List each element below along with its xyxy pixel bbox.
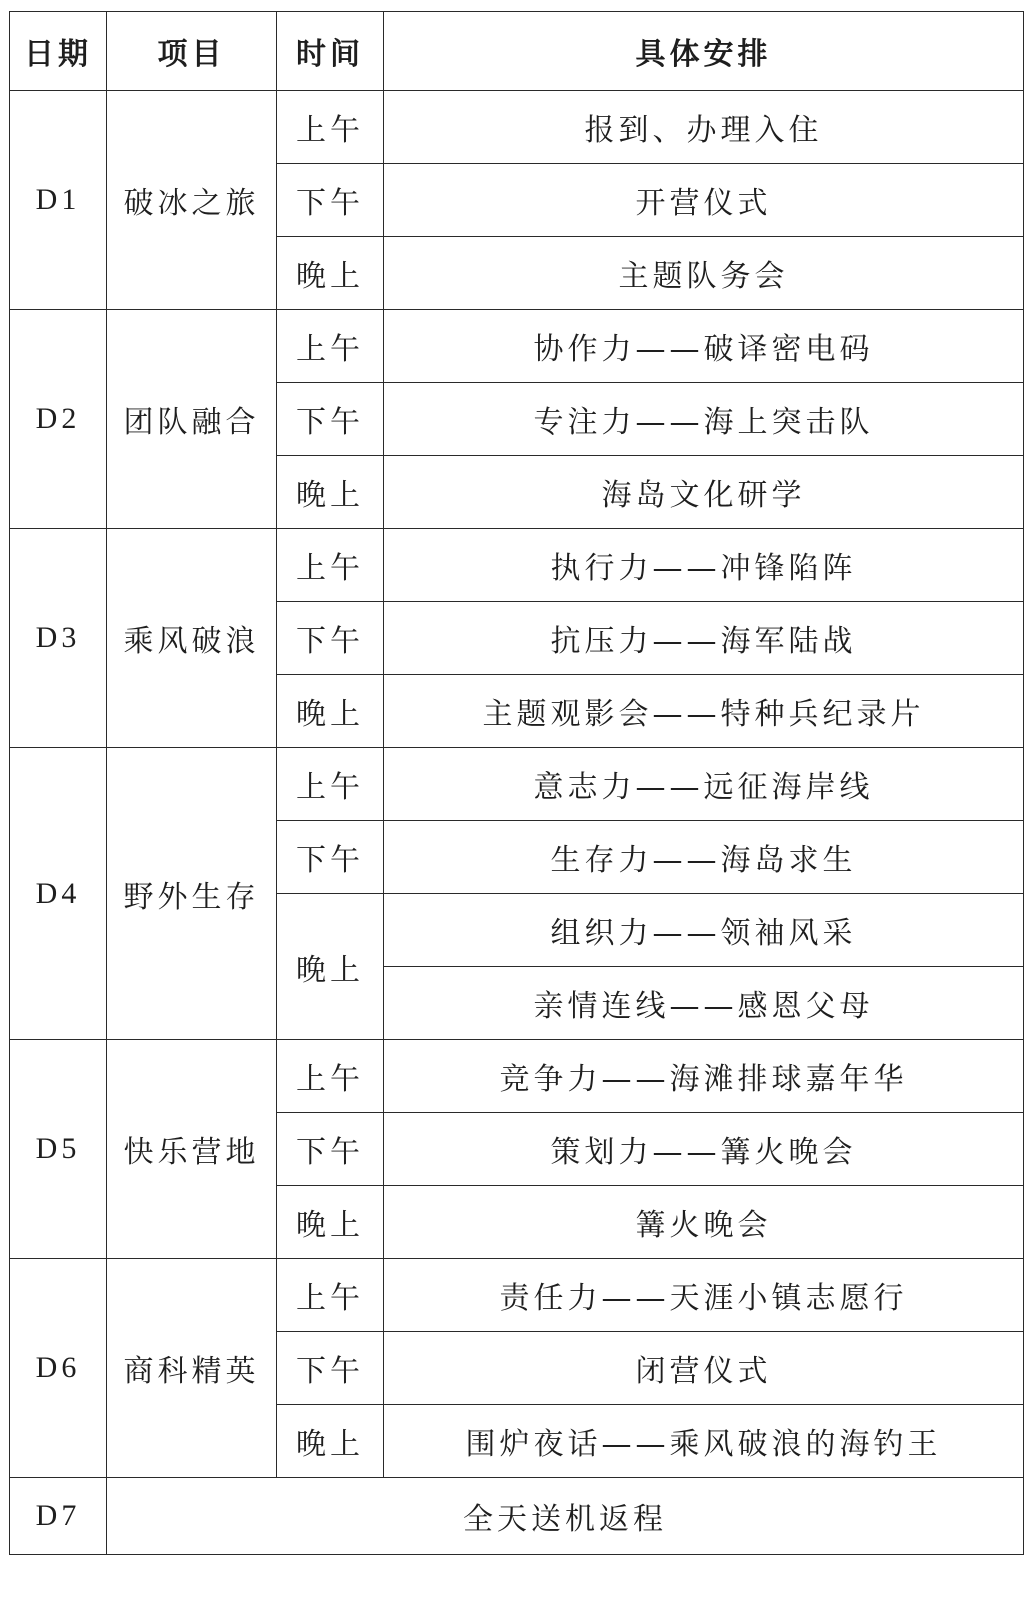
time-cell: 下午 xyxy=(277,164,384,237)
header-time: 时间 xyxy=(277,12,384,91)
time-cell: 上午 xyxy=(277,91,384,164)
time-cell: 下午 xyxy=(277,821,384,894)
header-row xyxy=(10,12,1024,91)
schedule-table xyxy=(9,11,1024,1555)
detail-cell: 专注力——海上突击队 xyxy=(384,383,1024,456)
detail-cell: 组织力——领袖风采 xyxy=(384,894,1024,967)
detail-cell: 生存力——海岛求生 xyxy=(384,821,1024,894)
detail-cell: 篝火晚会 xyxy=(384,1186,1024,1259)
detail-cell: 意志力——远征海岸线 xyxy=(384,748,1024,821)
schedule-row xyxy=(10,1259,1024,1332)
time-cell: 上午 xyxy=(277,529,384,602)
detail-cell: 开营仪式 xyxy=(384,164,1024,237)
day-cell: D3 xyxy=(10,529,107,748)
time-cell: 上午 xyxy=(277,310,384,383)
detail-cell: 围炉夜话——乘风破浪的海钓王 xyxy=(384,1405,1024,1478)
day-cell: D2 xyxy=(10,310,107,529)
time-cell: 上午 xyxy=(277,1259,384,1332)
time-cell: 晚上 xyxy=(277,1405,384,1478)
time-cell: 晚上 xyxy=(277,894,384,1040)
detail-cell: 闭营仪式 xyxy=(384,1332,1024,1405)
project-cell: 乘风破浪 xyxy=(107,529,277,748)
detail-cell: 策划力——篝火晚会 xyxy=(384,1113,1024,1186)
day-cell: D1 xyxy=(10,91,107,310)
detail-cell: 主题队务会 xyxy=(384,237,1024,310)
day-cell: D4 xyxy=(10,748,107,1040)
time-cell: 晚上 xyxy=(277,1186,384,1259)
time-cell: 下午 xyxy=(277,602,384,675)
time-cell: 上午 xyxy=(277,1040,384,1113)
time-cell: 下午 xyxy=(277,383,384,456)
schedule-row xyxy=(10,91,1024,164)
project-cell: 团队融合 xyxy=(107,310,277,529)
schedule-body xyxy=(10,91,1024,1555)
project-cell: 破冰之旅 xyxy=(107,91,277,310)
header-date: 日期 xyxy=(10,12,107,91)
schedule-row xyxy=(10,529,1024,602)
detail-cell: 责任力——天涯小镇志愿行 xyxy=(384,1259,1024,1332)
detail-cell: 竞争力——海滩排球嘉年华 xyxy=(384,1040,1024,1113)
time-cell: 晚上 xyxy=(277,237,384,310)
detail-cell: 报到、办理入住 xyxy=(384,91,1024,164)
detail-cell: 亲情连线——感恩父母 xyxy=(384,967,1024,1040)
day-cell: D5 xyxy=(10,1040,107,1259)
detail-cell: 执行力——冲锋陷阵 xyxy=(384,529,1024,602)
detail-cell: 主题观影会——特种兵纪录片 xyxy=(384,675,1024,748)
project-cell: 商科精英 xyxy=(107,1259,277,1478)
schedule-row xyxy=(10,310,1024,383)
detail-cell: 海岛文化研学 xyxy=(384,456,1024,529)
final-day-row xyxy=(10,1478,1024,1555)
detail-cell: 抗压力——海军陆战 xyxy=(384,602,1024,675)
day-cell: D7 xyxy=(10,1478,107,1555)
header-project: 项目 xyxy=(107,12,277,91)
time-cell: 晚上 xyxy=(277,456,384,529)
time-cell: 晚上 xyxy=(277,675,384,748)
detail-cell: 协作力——破译密电码 xyxy=(384,310,1024,383)
time-cell: 上午 xyxy=(277,748,384,821)
schedule-row xyxy=(10,748,1024,821)
schedule-row xyxy=(10,1040,1024,1113)
project-cell: 野外生存 xyxy=(107,748,277,1040)
header-detail: 具体安排 xyxy=(384,12,1024,91)
time-cell: 下午 xyxy=(277,1113,384,1186)
time-cell: 下午 xyxy=(277,1332,384,1405)
final-day-detail: 全天送机返程 xyxy=(107,1478,1024,1555)
project-cell: 快乐营地 xyxy=(107,1040,277,1259)
day-cell: D6 xyxy=(10,1259,107,1478)
